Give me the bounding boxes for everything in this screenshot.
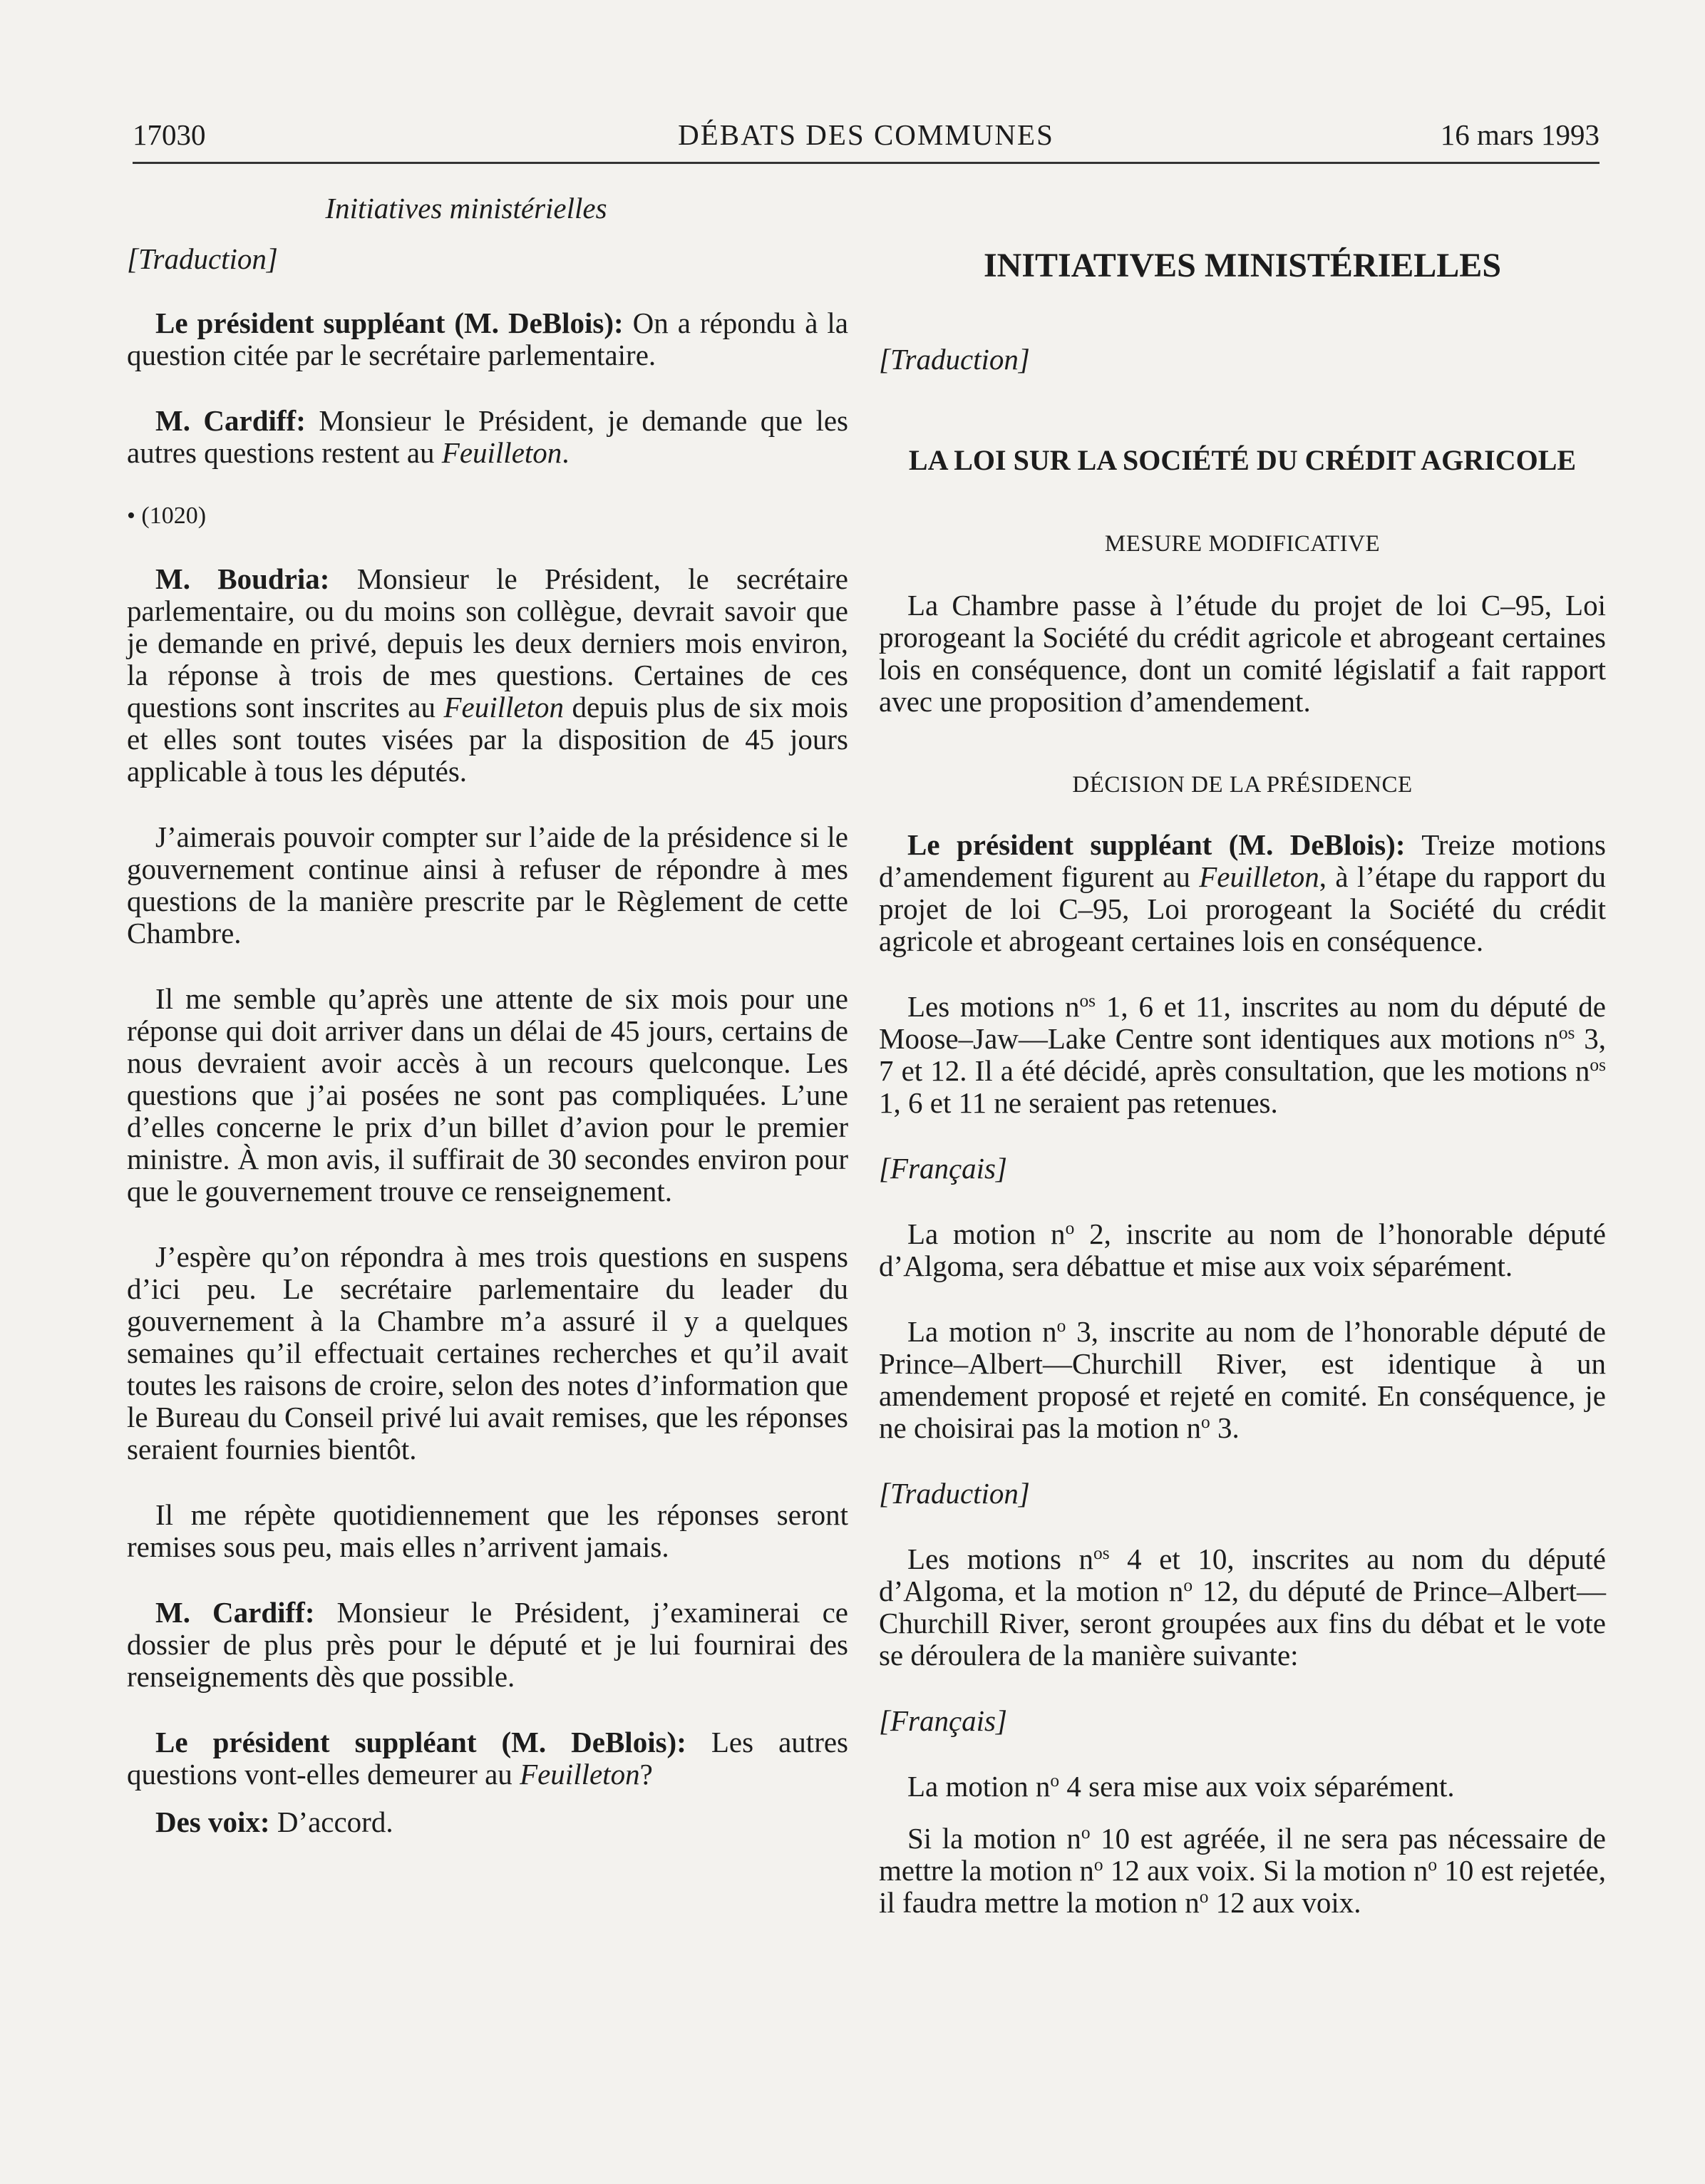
measure-heading: MESURE MODIFICATIVE: [1104, 531, 1381, 557]
time-marker: • (1020): [127, 503, 207, 529]
page-number: 17030: [133, 118, 206, 151]
translation-tag: [Traduction]: [879, 1477, 1030, 1510]
paragraph: M. Cardiff: Monsieur le Président, je demande que les autres questions restent au Feuilleton.: [127, 404, 848, 469]
paragraph: La Chambre passe à l’étude du projet de loi C–95, Loi prorogeant la Société du crédit agricole et abrogeant certaines lois en conséquence, dont un comité législatif a fait rapport avec une proposition d’amendement.: [879, 589, 1606, 718]
paragraph: Les motions $n^{os}$ 1, 6 et 11, inscrites au nom du député de Moose–Jaw—Lake Centre sont identiques aux motions $n^{os}$ 3, 7 et 12. Il a été décidé, après consultation, que les motions $n^{os}$ 1, 6 et 11 ne seraient pas retenues.: [879, 990, 1607, 1119]
paragraph: J’espère qu’on répondra à mes trois questions en suspens d’ici peu. Le secrétaire parlementaire du leader du gouvernement à la Chambre m’a assuré il y a quelques semaines qu’il effectuait certaines recherches et qu’il avait toutes les raisons de croire, selon des notes d’information que le Bureau du Conseil privé lui avait remises, que les réponses seraient fournies bientôt.: [127, 1240, 848, 1466]
paragraph: Il me répète quotidiennement que les réponses seront remises sous peu, mais elles n’arrivent jamais.: [127, 1498, 848, 1563]
paragraph: J’aimerais pouvoir compter sur l’aide de la présidence si le gouvernement continue ainsi à refuser de répondre à mes questions de la manière prescrite par le Règlement de cette Chambre.: [127, 820, 848, 949]
page-header: [133, 118, 1600, 164]
paragraph: M. Boudria: Monsieur le Président, le secrétaire parlementaire, ou du moins son collègue, devrait savoir que je demande en privé, depuis les deux derniers mois environ, la réponse à trois de mes questions. Certaines de ces questions sont inscrites au Feuilleton depuis plus de six mois et elles sont toutes visées par la disposition de 45 jours applicable à tous les députés.: [127, 562, 848, 788]
paragraph: La motion $n^o$ 2, inscrite au nom de l’honorable député d’Algoma, sera débattue et mise aux voix séparément.: [879, 1217, 1606, 1282]
right-column: [879, 192, 1606, 1919]
language-tag: [Français]: [879, 1152, 1007, 1185]
paragraph: La motion $n^o$ 4 sera mise aux voix séparément.: [907, 1770, 1455, 1803]
section-heading: INITIATIVES MINISTÉRIELLES: [983, 247, 1502, 284]
language-tag: [Français]: [879, 1704, 1007, 1737]
paragraph: Des voix: D’accord.: [155, 1806, 393, 1838]
translation-tag: [Traduction]: [127, 242, 278, 275]
paragraph: La motion $n^o$ 3, inscrite au nom de l’honorable député de Prince–Albert—Churchill River, est identique à un amendement proposé et rejeté en comité. En conséquence, je ne choisirai pas la motion $n^o$ 3.: [879, 1315, 1606, 1444]
translation-tag: [Traduction]: [879, 343, 1030, 376]
paragraph: Le président suppléant (M. DeBlois): Les autres questions vont-elles demeurer au Feuilleton?: [127, 1726, 849, 1791]
paragraph: Le président suppléant (M. DeBlois): On a répondu à la question citée par le secrétaire parlementaire.: [127, 307, 849, 371]
paragraph: Le président suppléant (M. DeBlois): Treize motions d’amendement figurent au Feuilleton, à l’étape du rapport du projet de loi C–95, Loi prorogeant la Société du crédit agricole et abrogeant certaines lois en conséquence.: [879, 828, 1606, 957]
bill-heading: LA LOI SUR LA SOCIÉTÉ DU CRÉDIT AGRICOLE: [908, 444, 1577, 476]
paragraph: Il me semble qu’après une attente de six mois pour une réponse qui doit arriver dans un délai de 45 jours, certains de nous devraient avoir accès à un recours quelconque. Les questions que j’ai posées ne sont pas compliquées. L’une d’elles concerne le prix d’un billet d’avion pour le premier ministre. À mon avis, il suffirait de 30 secondes environ pour que le gouvernement trouve ce renseignement.: [127, 982, 848, 1207]
paragraph: M. Cardiff: Monsieur le Président, j’examinerai ce dossier de plus près pour le député et je lui fournirai des renseignements dès que possible.: [127, 1596, 848, 1693]
publication-title: DÉBATS DES COMMUNES: [678, 118, 1054, 151]
publication-date: 16 mars 1993: [1440, 118, 1600, 151]
left-column: [127, 192, 848, 1838]
paragraph: Les motions $n^{os}$ 4 et 10, inscrites au nom du député d’Algoma, et la motion $n^o$ 12, du député de Prince–Albert—Churchill River, seront groupées aux fins du débat et le vote se déroulera de la manière suivante:: [879, 1542, 1607, 1672]
section-title: Initiatives ministérielles: [325, 192, 607, 225]
decision-heading: DÉCISION DE LA PRÉSIDENCE: [1072, 772, 1413, 798]
paragraph: Si la motion $n^o$ 10 est agréée, il ne sera pas nécessaire de mettre la motion $n^o$ 12 aux voix. Si la motion $n^o$ 10 est rejetée, il faudra mettre la motion $n^o$ 12 aux voix.: [879, 1822, 1607, 1919]
